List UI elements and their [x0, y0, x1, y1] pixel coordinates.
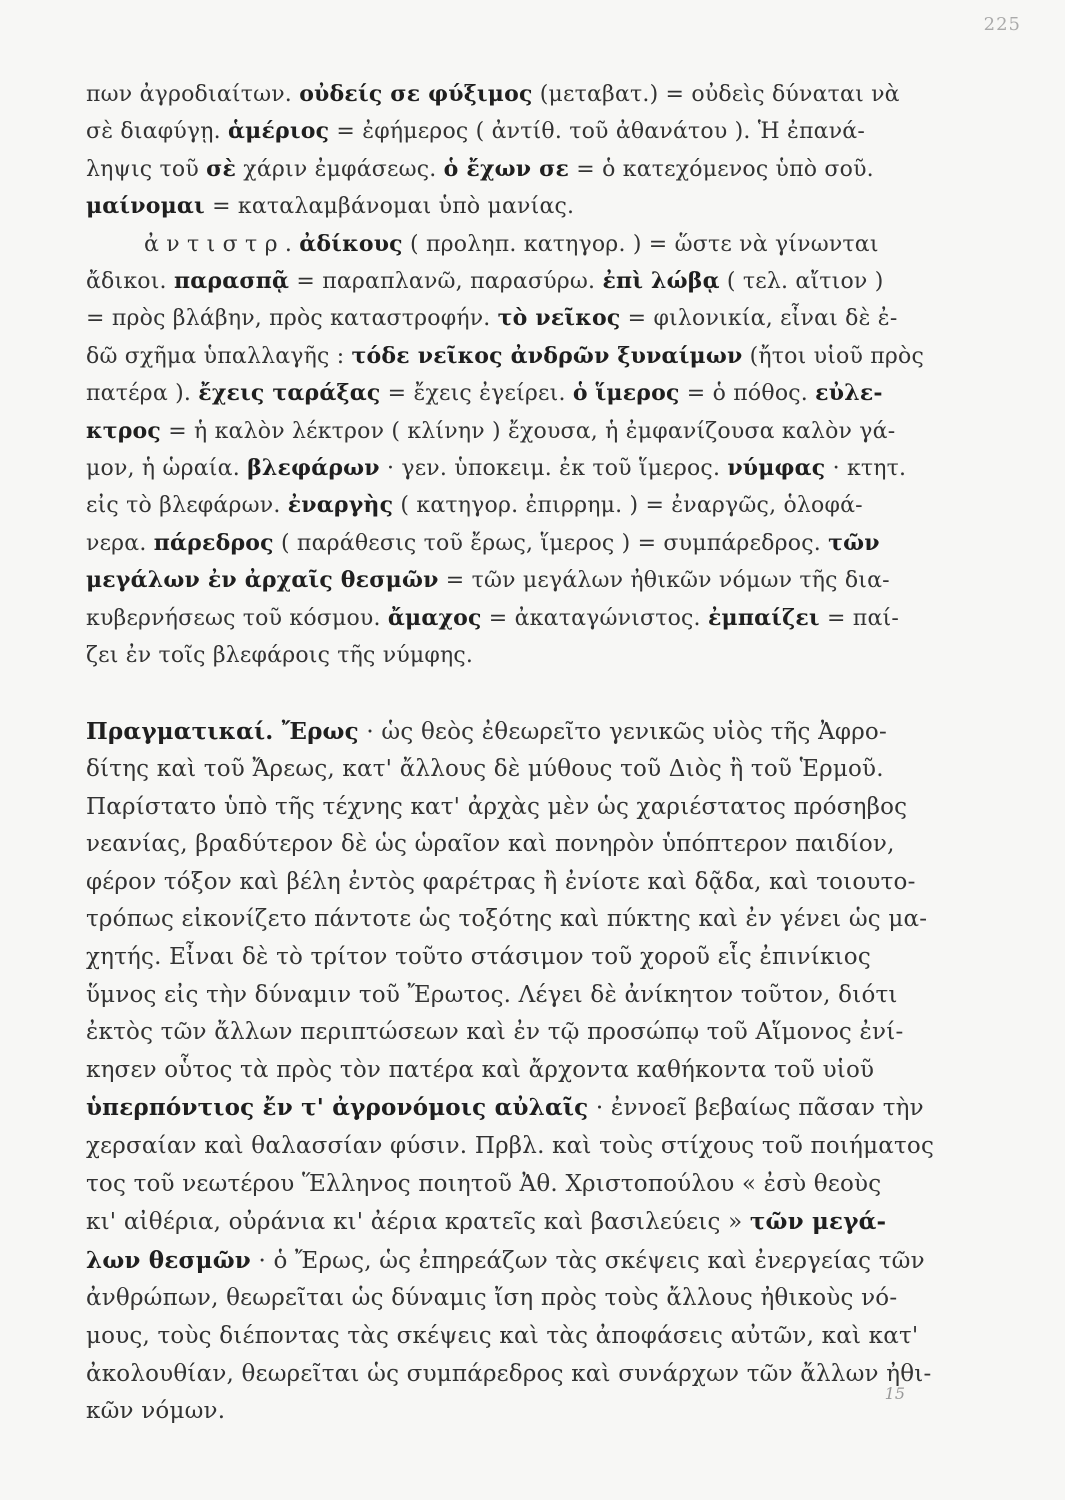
line-text: ὕμνος εἰς τὴν δύναμιν τοῦ Ἔρωτος. Λέγει δὲ ἀνίκητον τοῦτον, διότι — [86, 981, 898, 1008]
line-text: ἐκτὸς τῶν ἄλλων περιπτώσεων καὶ ἐν τῷ προσώπῳ τοῦ Αἵμονος ἐνί- — [86, 1019, 904, 1046]
text-line — [86, 1242, 925, 1281]
text-line — [86, 375, 894, 412]
text-line — [86, 1166, 894, 1204]
line-text: · γεν. ὑποκειμ. ἐκ τοῦ ἵμερος. — [379, 456, 728, 482]
line-text: χητής. Εἶναι δὲ τὸ τρίτον τοῦτο στάσιμον τοῦ χοροῦ εἷς ἐπινίκιος — [86, 944, 871, 971]
lemma-term: οὐδείς σε φύξιμος — [299, 81, 533, 107]
text-line — [86, 713, 894, 752]
text-line — [86, 1280, 898, 1318]
lemma-term: ἄμαχος — [387, 604, 482, 631]
lemma-term: ἀδίκους — [299, 230, 403, 257]
text-line — [86, 226, 894, 263]
line-text: = ὁ κατεχόμενος ὑπὸ σοῦ. — [569, 156, 874, 182]
line-text: πων ἀγροδιαίτων. — [86, 82, 300, 107]
text-line — [86, 901, 928, 939]
text-line — [86, 338, 925, 375]
line-text: = φιλονικία, εἶναι δὲ ἐ- — [620, 306, 898, 332]
text-line — [86, 487, 894, 524]
line-text: · ὡς θεὸς ἐθεωρεῖτο γενικῶς υἱὸς τῆς Ἀφρο- — [358, 718, 887, 745]
line-text: (μεταβατ.) = οὐδεὶς δύναται νὰ — [532, 82, 900, 107]
line-text: ( τελ. αἴτιον ) — [719, 269, 884, 295]
text-line — [86, 76, 900, 113]
page-number: 225 — [983, 14, 1021, 35]
text-line — [86, 1393, 894, 1431]
text-line — [86, 977, 898, 1015]
line-text: · κτητ. — [825, 456, 907, 482]
text-line — [86, 1318, 919, 1356]
text-line — [86, 864, 916, 902]
lemma-term: ἐναργὴς — [287, 492, 394, 519]
lemma-term: μαίνομαι — [86, 193, 205, 220]
line-text: τρόπως εἰκονίζετο πάντοτε ὡς τοξότης καὶ πύκτης καὶ ἐν γένει ὡς μα- — [86, 906, 928, 933]
line-text: ( κατηγορ. ἐπιρρημ. ) = ἐναργῶς, ὁλοφά- — [393, 493, 863, 519]
footer-mark: 15 — [884, 1384, 905, 1403]
line-text: πατέρα ). — [86, 381, 199, 407]
line-text: χάριν ἐμφάσεως. — [236, 156, 444, 182]
line-text: ἄδικοι. — [86, 269, 174, 295]
lemma-term: ὁ ἔχων σε — [443, 155, 570, 182]
lemma-term: τὸ νεῖκος — [497, 305, 621, 332]
line-text: ἀνθρώπων, θεωρεῖται ὡς δύναμις ἴση πρὸς τοὺς ἄλλους ἠθικοὺς νό- — [86, 1285, 898, 1312]
line-text: χερσαίαν καὶ θαλασσίαν φύσιν. Πρβλ. καὶ τοὺς στίχους τοῦ ποιήματος — [86, 1133, 935, 1160]
line-text: = παί- — [819, 605, 899, 631]
lemma-term: τόδε νεῖκος ἀνδρῶν ξυναίμων — [351, 342, 743, 369]
text-line — [86, 562, 894, 599]
text-line — [86, 1128, 935, 1166]
text-line — [86, 600, 899, 637]
line-text: = καταλαμβάνομαι ὑπὸ μανίας. — [204, 194, 575, 220]
text-line — [86, 637, 894, 674]
lemma-term: ἐπὶ λώβᾳ — [602, 268, 720, 295]
lemma-term: νύμφας — [727, 455, 826, 482]
line-text: τος τοῦ νεωτέρου Ἕλληνος ποιητοῦ Ἀθ. Χριστοπούλου « ἐσὺ θεοὺς — [86, 1170, 882, 1197]
lemma-term: τῶν μεγά- — [749, 1208, 887, 1236]
line-text: = ἡ καλὸν λέκτρον ( κλίνην ) ἔχουσα, ἡ ἐμφανίζουσα καλὸν γά- — [161, 418, 896, 444]
line-text: = πρὸς βλάβην, πρὸς καταστροφήν. — [86, 306, 498, 332]
lemma-term: ὁ ἵμερος — [572, 380, 680, 407]
lemma-term: βλεφάρων — [247, 455, 380, 482]
line-text: μους, τοὺς διέποντας τὰς σκέψεις καὶ τὰς ἀποφάσεις αὐτῶν, καὶ κατ' — [86, 1323, 919, 1349]
line-text: κι' αἰθέρια, οὐράνια κι' ἀέρια κρατεῖς καὶ βασιλεύεις » — [86, 1209, 750, 1236]
line-text: · ἐννοεῖ βεβαίως πᾶσαν τὴν — [588, 1095, 924, 1122]
lemma-term: σὲ — [206, 155, 237, 182]
line-text: ληψις τοῦ — [86, 156, 207, 182]
lemma-term: ἐμπαίζει — [707, 604, 820, 631]
text-line — [86, 525, 894, 562]
text-line — [86, 1052, 894, 1090]
line-text: (ἤτοι υἱοῦ πρὸς — [742, 343, 925, 369]
line-text: ( προληπ. κατηγορ. ) = ὥστε νὰ γίνωνται — [402, 231, 879, 257]
text-line — [86, 1014, 904, 1052]
lemma-term: Πραγματικαί. Ἔρως — [86, 717, 359, 745]
lemma-term: εὐλε- — [815, 380, 883, 407]
line-text: = ὁ πόθος. — [679, 381, 816, 407]
line-text: νερα. — [86, 530, 154, 556]
line-text: δῶ σχῆμα ὑπαλλαγῆς : — [86, 343, 352, 369]
line-text: ἀκολουθίαν, θεωρεῖται ὡς συμπάρεδρος καὶ συνάρχων τῶν ἄλλων ἠθι- — [86, 1360, 932, 1387]
line-text: = ἔχεις ἐγείρει. — [380, 381, 573, 407]
line-text: ( παράθεσις τοῦ ἔρως, ἵμερος ) = συμπάρεδρος. — [273, 530, 829, 556]
lemma-term: κτρος — [86, 417, 161, 444]
text-line — [86, 300, 898, 337]
lemma-term: πάρεδρος — [153, 529, 274, 556]
text-line — [86, 188, 894, 225]
lemma-term: ὑπερπόντιος ἔν τ' ἀγρονόμοις αὐλαῖς — [86, 1094, 589, 1122]
text-line — [86, 939, 894, 977]
line-text: κῶν νόμων. — [86, 1398, 226, 1425]
line-text: εἰς τὸ βλεφάρων. — [86, 493, 288, 519]
text-line — [86, 751, 894, 789]
line-text: ἀ ν τ ι σ τ ρ . — [144, 231, 300, 257]
line-text: σὲ διαφύγῃ. — [86, 119, 229, 145]
line-text: = ἀκαταγώνιστος. — [481, 605, 708, 631]
text-line — [86, 1203, 894, 1242]
text-line — [86, 263, 894, 300]
line-text: φέρον τόξον καὶ βέλη ἐντὸς φαρέτρας ἢ ἐνίοτε καὶ δᾷδα, καὶ τοιουτο- — [86, 868, 916, 895]
line-text: νεανίας, βραδύτερον δὲ ὡς ὡραῖον καὶ πονηρὸν ὑπόπτερον παιδίον, — [86, 831, 895, 858]
line-text: Παρίστατο ὑπὸ τῆς τέχνης κατ' ἀρχὰς μὲν ὡς χαριέστατος πρόσηβος — [86, 793, 908, 820]
line-text: κησεν οὗτος τὰ πρὸς τὸν πατέρα καὶ ἄρχοντα καθήκοντα τοῦ υἱοῦ — [86, 1056, 875, 1083]
lemma-term: ἔχεις ταράξας — [198, 380, 381, 407]
text-line — [86, 113, 894, 150]
text-line — [86, 413, 894, 450]
lemma-term: τῶν — [828, 529, 880, 556]
line-text: ζει ἐν τοῖς βλεφάροις τῆς νύμφης. — [86, 643, 474, 669]
line-text: = τῶν μεγάλων ἠθικῶν νόμων τῆς δια- — [438, 568, 890, 594]
text-line — [86, 450, 907, 487]
line-text: = παραπλανῶ, παρασύρω. — [289, 269, 603, 295]
lemma-term: μεγάλων ἐν ἀρχαῖς θεσμῶν — [86, 567, 439, 594]
line-text: κυβερνήσεως τοῦ κόσμου. — [86, 605, 388, 631]
lemma-term: λων θεσμῶν — [86, 1246, 251, 1274]
text-line — [86, 1089, 924, 1128]
text-line — [86, 151, 894, 188]
line-text: δίτης καὶ τοῦ Ἄρεως, κατ' ἄλλους δὲ μύθους τοῦ Διὸς ἢ τοῦ Ἑρμοῦ. — [86, 756, 884, 783]
line-text: = ἐφήμερος ( ἀντίθ. τοῦ ἀθανάτου ). Ἡ ἐπανά- — [329, 119, 865, 145]
text-line — [86, 789, 908, 827]
lemma-term: παρασπᾷ — [173, 268, 290, 295]
line-text: · ὁ Ἔρως, ὡς ἐπηρεάζων τὰς σκέψεις καὶ ἐνεργείας τῶν — [250, 1247, 925, 1274]
lemma-term: ἁμέριος — [228, 118, 330, 145]
line-text: μον, ἡ ὡραία. — [86, 456, 248, 482]
glossary-block — [86, 76, 925, 675]
text-line — [86, 826, 894, 864]
